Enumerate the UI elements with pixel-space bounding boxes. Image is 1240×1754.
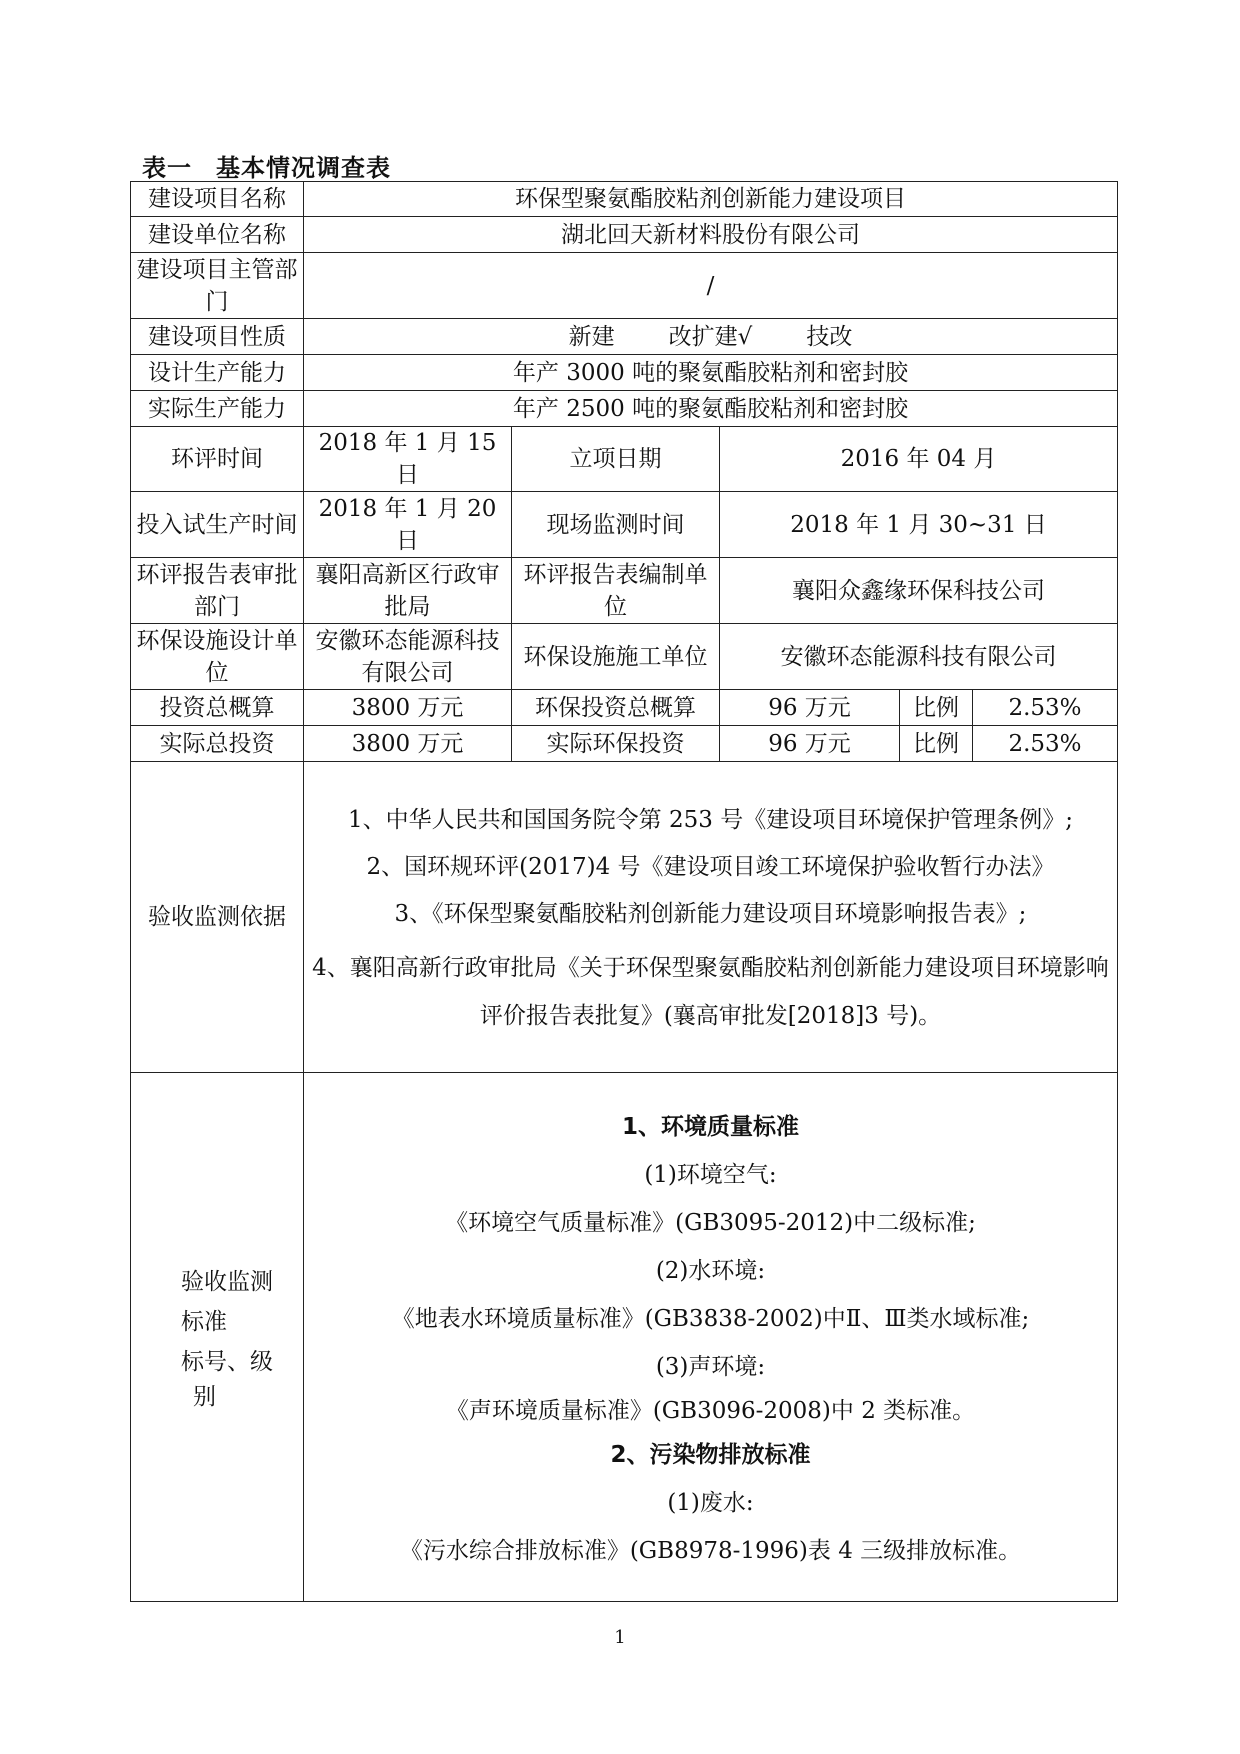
standards-label-line: 别: [193, 1383, 216, 1410]
label-facility-design: 环保设施设计单位: [131, 624, 304, 690]
value-ratio: 2.53%: [973, 690, 1118, 726]
standards-item: (1)环境空气:: [644, 1162, 777, 1188]
page-number: 1: [614, 1627, 626, 1648]
standards-heading: 2、污染物排放标准: [610, 1442, 811, 1468]
value-project-name: 环保型聚氨酯胶粘剂创新能力建设项目: [304, 182, 1118, 217]
label-eia-compiler: 环评报告表编制单位: [512, 558, 720, 624]
row-eia-time: [131, 427, 1118, 492]
basis-item: 2、国环规环评(2017)4 号《建设项目竣工环境保护验收暂行办法》: [366, 853, 1055, 880]
label-standards: [131, 1073, 304, 1602]
value-actual-invest: 3800 万元: [304, 726, 512, 762]
row-actual-capacity: [131, 391, 1118, 427]
value-monitor-time: 2018 年 1 月 30~31 日: [720, 492, 1118, 558]
value-eia-compiler: 襄阳众鑫缘环保科技公司: [720, 558, 1118, 624]
label-eia-time: 环评时间: [131, 427, 304, 492]
value-design-capacity: 年产 3000 吨的聚氨酯胶粘剂和密封胶: [304, 355, 1118, 391]
label-actual-env-invest: 实际环保投资: [512, 726, 720, 762]
label-authority: 建设项目主管部门: [131, 253, 304, 319]
value-budget: 3800 万元: [304, 690, 512, 726]
standards-item: 《地表水环境质量标准》(GB3838-2002)中Ⅱ、Ⅲ类水域标准;: [391, 1306, 1030, 1332]
row-authority: [131, 253, 1118, 319]
label-nature: 建设项目性质: [131, 319, 304, 355]
row-basis: [131, 762, 1118, 1073]
row-facility-design: [131, 624, 1118, 690]
value-project-date: 2016 年 04 月: [720, 427, 1118, 492]
basis-item: 1、中华人民共和国国务院令第 253 号《建设项目环境保护管理条例》;: [348, 806, 1073, 833]
title-prefix: 表一: [142, 154, 192, 182]
row-trial-production: [131, 492, 1118, 558]
basis-item: 3、《环保型聚氨酯胶粘剂创新能力建设项目环境影响报告表》;: [394, 900, 1027, 927]
label-facility-construction: 环保设施施工单位: [512, 624, 720, 690]
page-title: [142, 148, 391, 183]
row-standards: [131, 1073, 1118, 1602]
row-eia-approval: [131, 558, 1118, 624]
row-unit-name: [131, 217, 1118, 253]
value-nature: [304, 319, 1118, 355]
basic-info-table: [130, 181, 1118, 1602]
standards-label-line: 标号、级: [181, 1348, 273, 1375]
standards-label-line: 标准: [181, 1308, 227, 1335]
label-design-capacity: 设计生产能力: [131, 355, 304, 391]
row-project-name: [131, 182, 1118, 217]
value-facility-construction: 安徽环态能源科技有限公司: [720, 624, 1118, 690]
label-unit-name: 建设单位名称: [131, 217, 304, 253]
value-eia-approval: 襄阳高新区行政审批局: [304, 558, 512, 624]
value-actual-capacity: 年产 2500 吨的聚氨酯胶粘剂和密封胶: [304, 391, 1118, 427]
value-env-budget: 96 万元: [720, 690, 900, 726]
row-budget: [131, 690, 1118, 726]
standards-item: 《环境空气质量标准》(GB3095-2012)中二级标准;: [445, 1210, 976, 1236]
value-trial-production: 2018 年 1 月 20 日: [304, 492, 512, 558]
label-actual-invest: 实际总投资: [131, 726, 304, 762]
value-actual-env-invest: 96 万元: [720, 726, 900, 762]
value-actual-ratio: 2.53%: [973, 726, 1118, 762]
basis-item: 4、襄阳高新行政审批局《关于环保型聚氨酯胶粘剂创新能力建设项目环境影响评价报告表批复》(襄高审批发[2018]3 号)。: [312, 954, 1109, 1029]
value-standards: [304, 1073, 1118, 1602]
value-basis: [304, 762, 1118, 1073]
label-project-date: 立项日期: [512, 427, 720, 492]
row-design-capacity: [131, 355, 1118, 391]
label-eia-approval: 环评报告表审批部门: [131, 558, 304, 624]
label-budget: 投资总概算: [131, 690, 304, 726]
label-env-budget: 环保投资总概算: [512, 690, 720, 726]
label-basis: 验收监测依据: [131, 762, 304, 1073]
standards-item: 《声环境质量标准》(GB3096-2008)中 2 类标准。: [445, 1398, 976, 1424]
value-facility-design: 安徽环态能源科技有限公司: [304, 624, 512, 690]
nature-option-renovate: 技改: [806, 323, 853, 350]
label-actual-capacity: 实际生产能力: [131, 391, 304, 427]
nature-option-new: 新建: [568, 323, 615, 350]
label-trial-production: 投入试生产时间: [131, 492, 304, 558]
nature-option-expand: 改扩建√: [668, 323, 753, 350]
standards-heading: 1、环境质量标准: [621, 1114, 799, 1140]
standards-item: (2)水环境:: [655, 1258, 766, 1284]
value-authority: /: [304, 253, 1118, 319]
value-unit-name: 湖北回天新材料股份有限公司: [304, 217, 1118, 253]
title-text: 基本情况调查表: [216, 154, 391, 182]
label-actual-ratio: 比例: [900, 726, 973, 762]
value-eia-time: 2018 年 1 月 15 日: [304, 427, 512, 492]
label-project-name: 建设项目名称: [131, 182, 304, 217]
standards-item: (3)声环境:: [655, 1354, 766, 1380]
standards-item: (1)废水:: [667, 1490, 754, 1516]
row-nature: [131, 319, 1118, 355]
label-ratio: 比例: [900, 690, 973, 726]
standards-label-line: 验收监测: [181, 1268, 273, 1295]
row-actual-invest: [131, 726, 1118, 762]
standards-item: 《污水综合排放标准》(GB8978-1996)表 4 三级排放标准。: [399, 1538, 1022, 1564]
label-monitor-time: 现场监测时间: [512, 492, 720, 558]
